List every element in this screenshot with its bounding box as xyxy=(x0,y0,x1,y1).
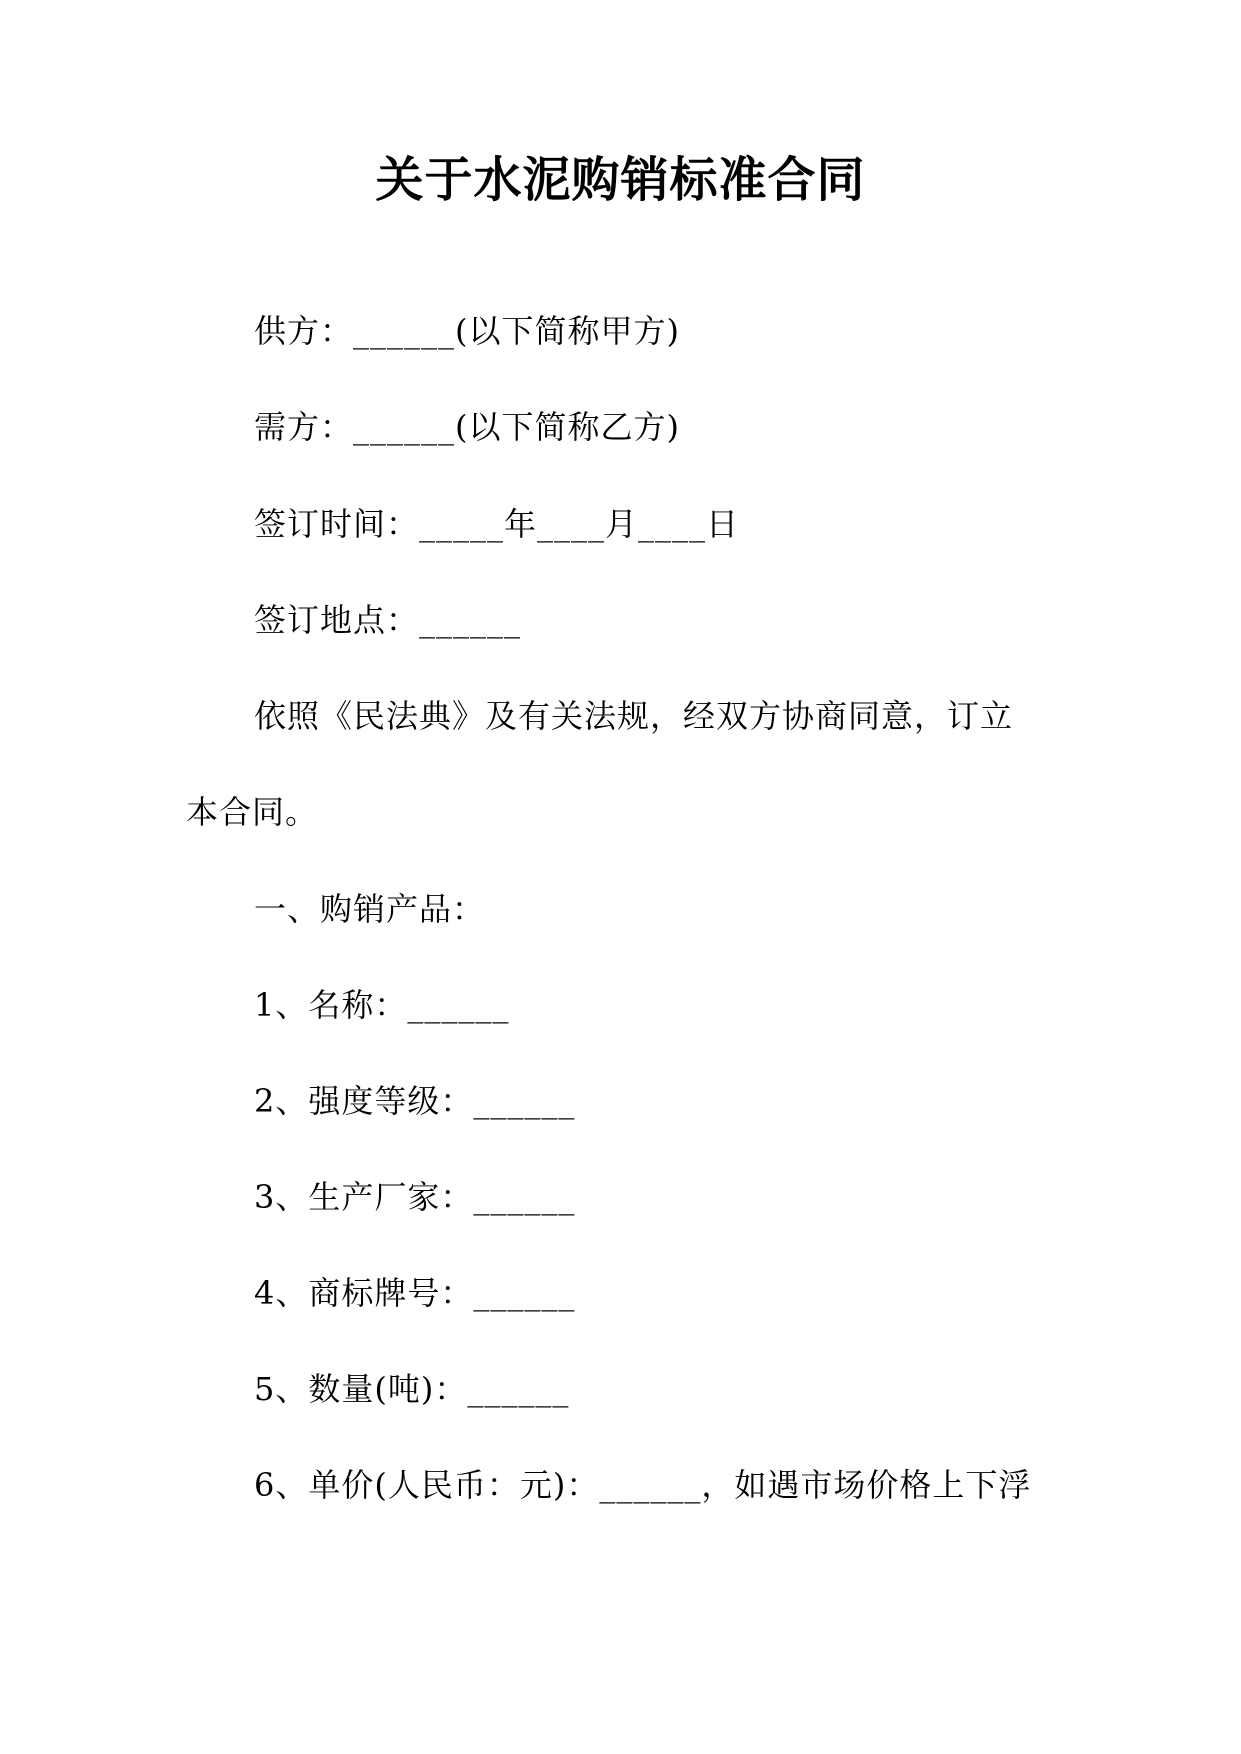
item-manufacturer-line: 3、生产厂家：______ xyxy=(254,1178,576,1216)
supplier-line: 供方：______(以下简称甲方) xyxy=(254,312,680,350)
section-heading-products: 一、购销产品： xyxy=(254,890,486,928)
item-brand-line: 4、商标牌号：______ xyxy=(254,1274,576,1312)
item-unit-price-line: 6、单价(人民币：元)：______，如遇市场价格上下浮 xyxy=(254,1466,1032,1504)
item-name-line: 1、名称：______ xyxy=(254,986,510,1024)
signing-place-line: 签订地点：______ xyxy=(254,601,522,639)
signing-date-line: 签订时间：_____年____月____日 xyxy=(254,505,740,543)
buyer-line: 需方：______(以下简称乙方) xyxy=(254,408,680,446)
item-strength-grade-line: 2、强度等级：______ xyxy=(254,1082,576,1120)
preamble-line-2: 本合同。 xyxy=(186,793,319,831)
item-quantity-line: 5、数量(吨)：______ xyxy=(254,1370,570,1408)
preamble-line-1: 依照《民法典》及有关法规，经双方协商同意，订立 xyxy=(254,697,1014,735)
document-title: 关于水泥购销标准合同 xyxy=(375,152,866,208)
